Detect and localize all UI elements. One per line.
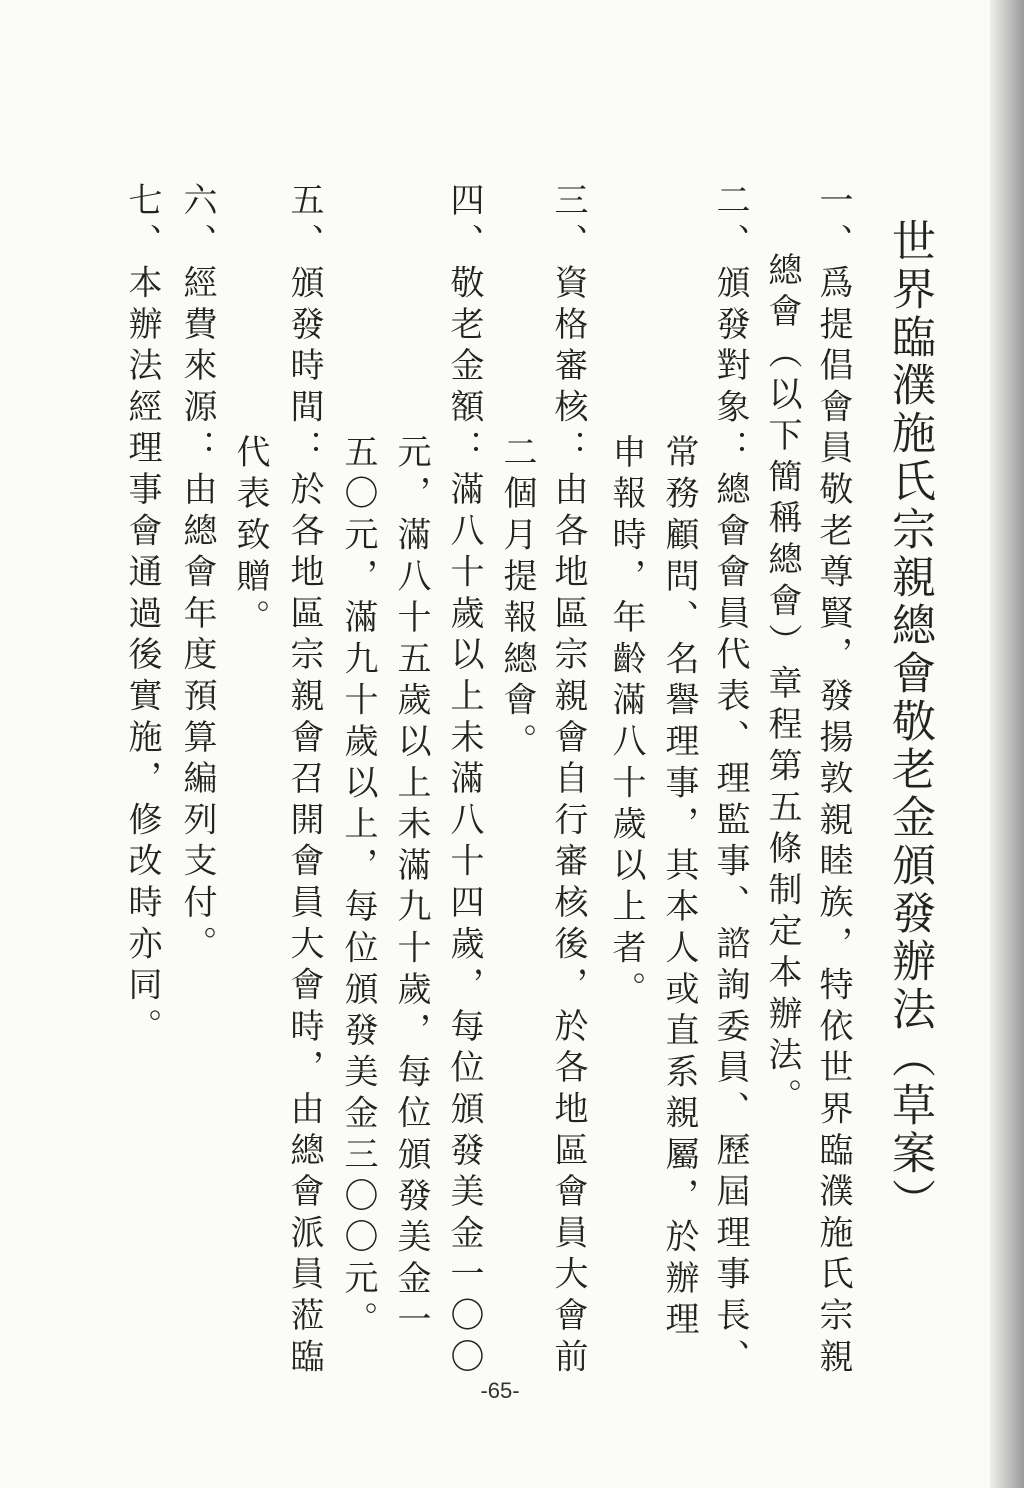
article-3-line-1: 三、資格審核：由各地區宗親會自行審核後，於各地區會員大會前 [548,182,588,1380]
article-5-line-2: 代表致贈。 [230,434,270,641]
page-number: -65- [480,1378,520,1403]
document-title: 世界臨濮施氏宗親總會敬老金頒發辦法（草案） [884,218,935,1226]
article-6-line-1: 六、經費來源：由總會年度預算編列支付。 [177,182,217,967]
article-2-line-2: 常務顧問、名譽理事，其本人或直系親屬，於辦理 [659,434,699,1343]
page-edge-shadow [990,0,1024,1488]
article-2-line-3: 申報時，年齡滿八十歲以上者。 [606,434,646,1013]
article-3-line-2: 二個月提報總會。 [497,434,537,765]
article-2-line-1: 二、頒發對象：總會會員代表、理監事、諮詢委員、歷屆理事長、 [710,182,750,1380]
article-5-line-1: 五、頒發時間：於各地區宗親會召開會員大會時，由總會派員蒞臨 [284,182,324,1380]
article-4-line-2: 元，滿八十五歲以上未滿九十歲，每位頒發美金一 [391,434,431,1343]
article-1-line-1: 一、爲提倡會員敬老尊賢，發揚敦親睦族，特依世界臨濮施氏宗親 [813,182,853,1380]
article-4-line-3: 五〇元，滿九十歲以上，每位頒發美金三〇〇元。 [338,434,378,1343]
article-1-line-2: 總會（以下簡稱總會）章程第五條制定本辦法。 [762,252,802,1120]
article-7-line-1: 七、本辦法經理事會通過後實施，修改時亦同。 [122,182,162,1050]
article-4-line-1: 四、敬老金額：滿八十歲以上未滿八十四歲，每位頒發美金一〇〇 [444,182,484,1380]
